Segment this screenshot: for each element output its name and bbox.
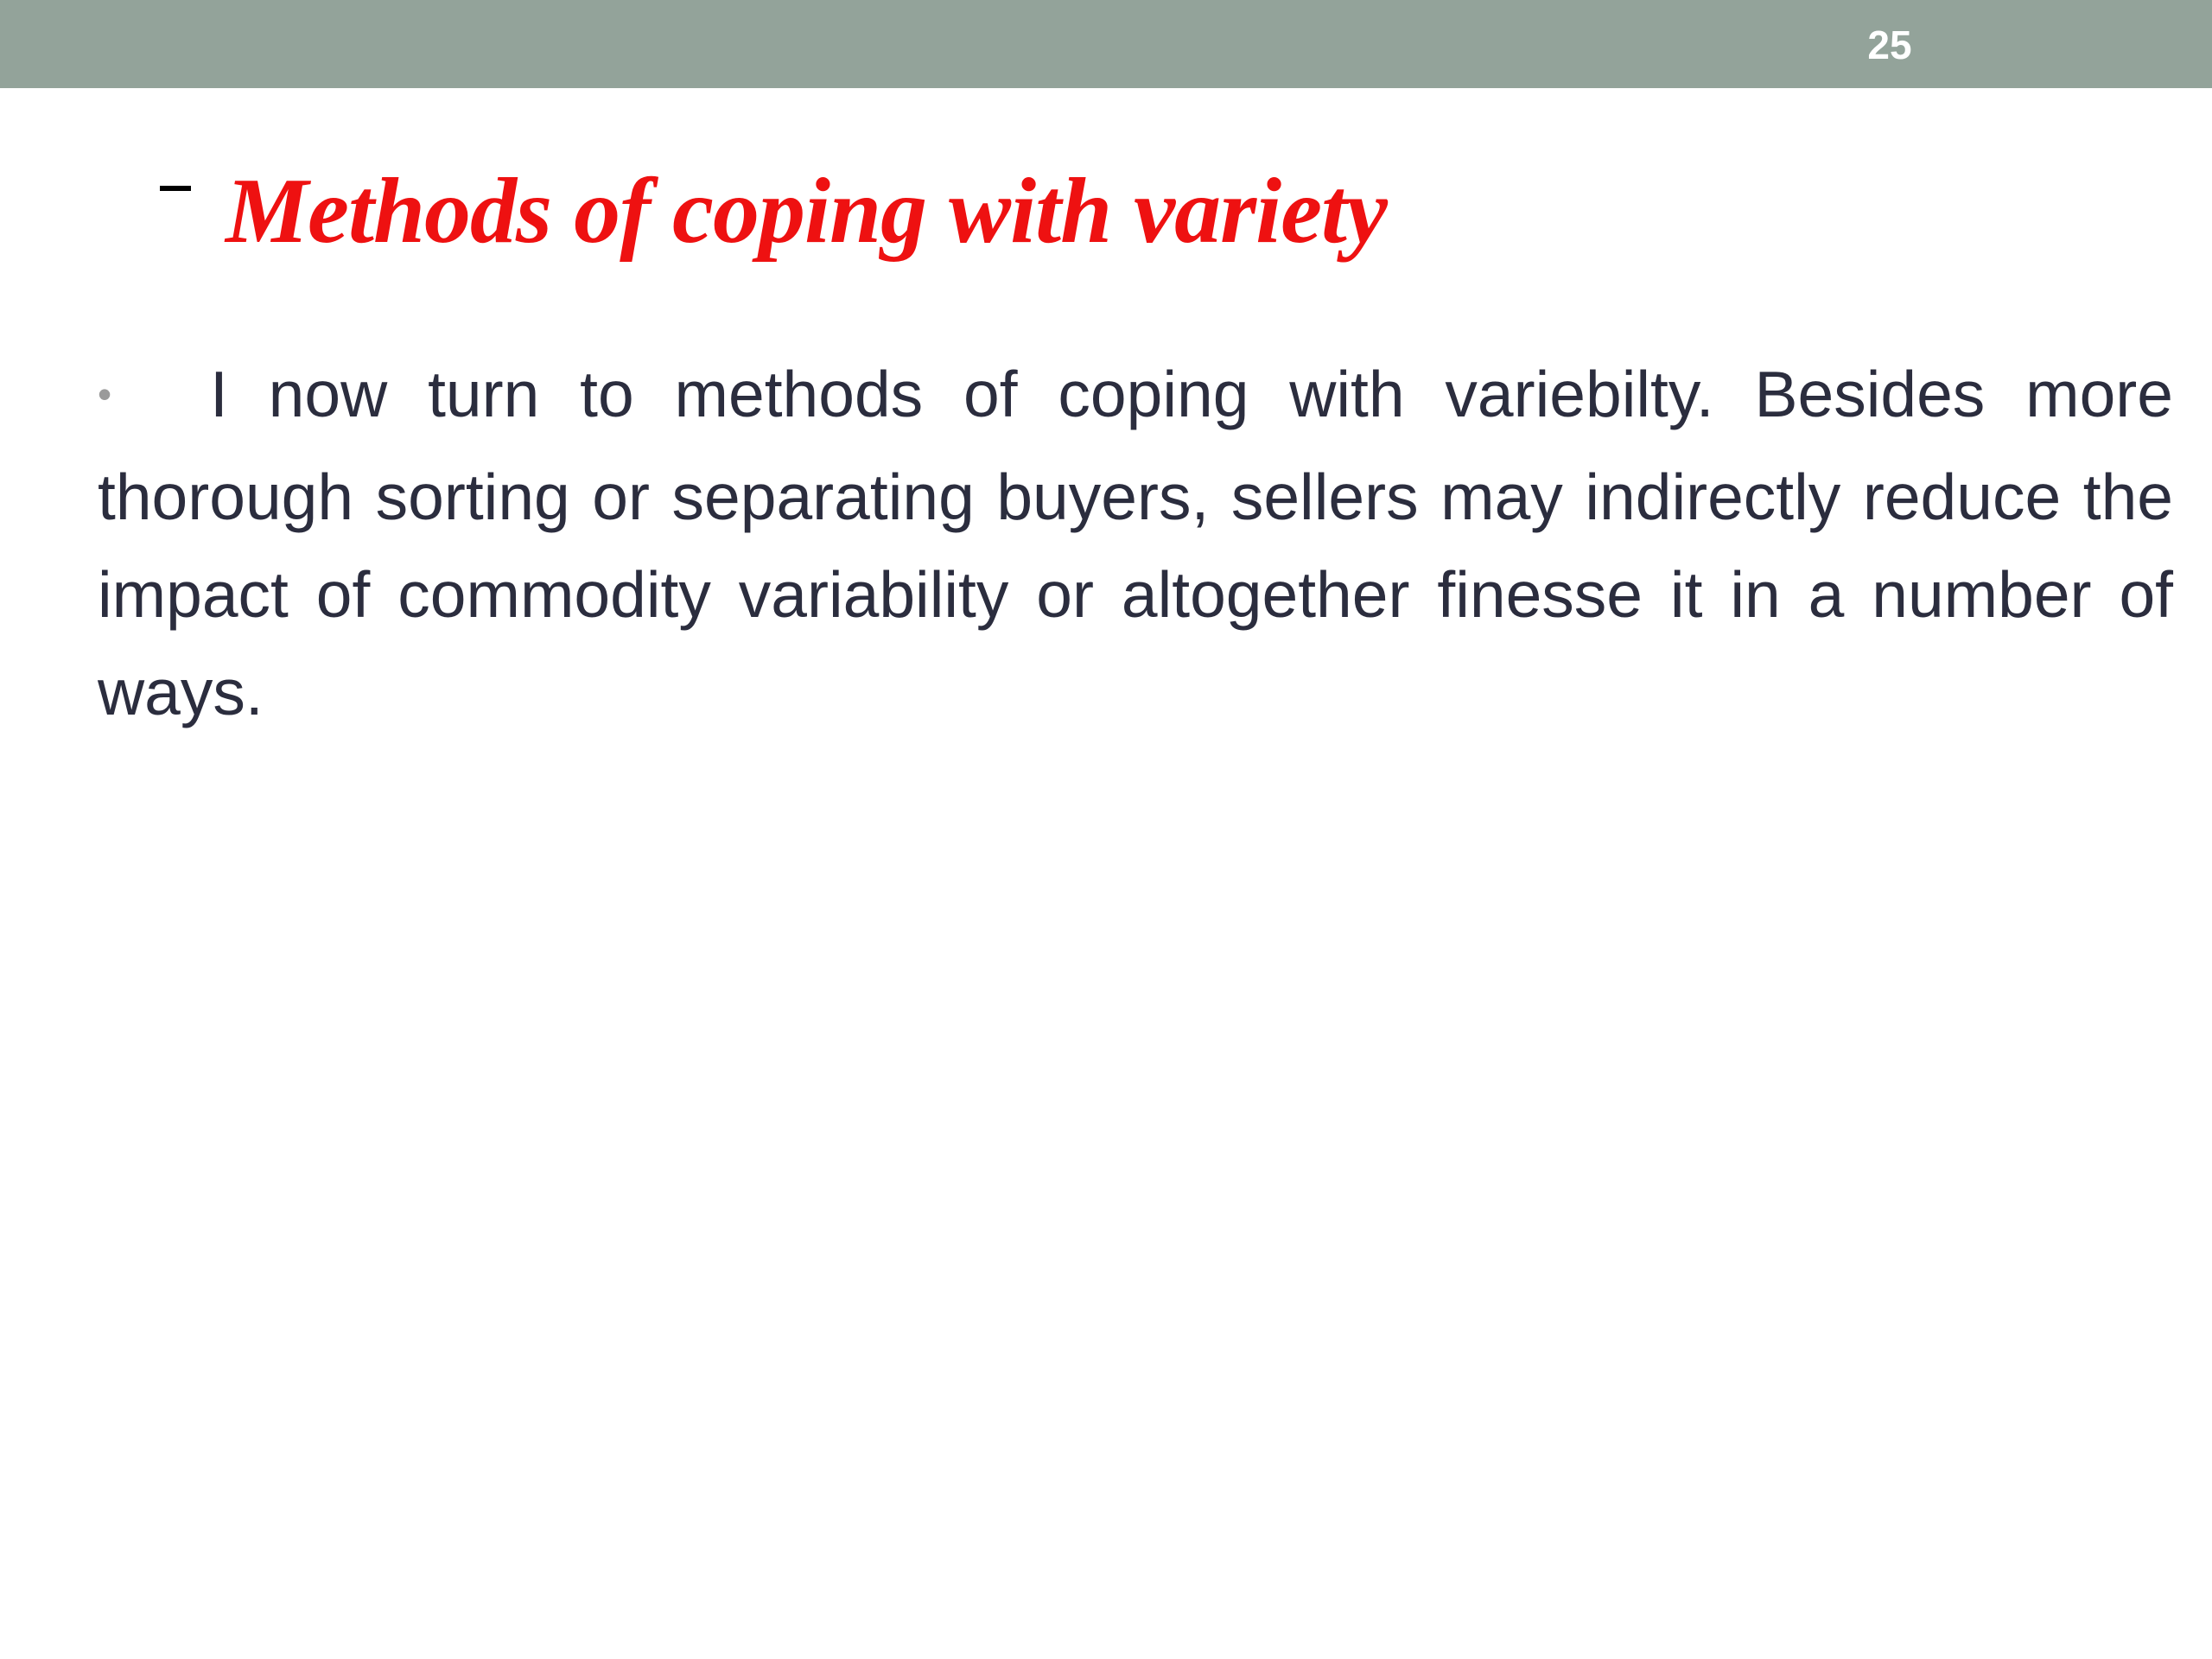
slide-number: 25 xyxy=(1867,22,1912,67)
bullet-marker: • xyxy=(98,371,112,416)
title-dash-marker xyxy=(160,186,191,191)
bullet-text: I now turn to methods of coping with variebilty. Besides more thorough sorting or separating buyers, sellers may indirectly reduce the impact of commodity variability or altogether finesse it in a number of ways. xyxy=(98,358,2173,728)
bullet-paragraph xyxy=(98,346,2173,741)
title-row xyxy=(160,151,2061,272)
slide-title: Methods of coping with variety xyxy=(226,160,1387,263)
top-bar xyxy=(0,0,2212,88)
